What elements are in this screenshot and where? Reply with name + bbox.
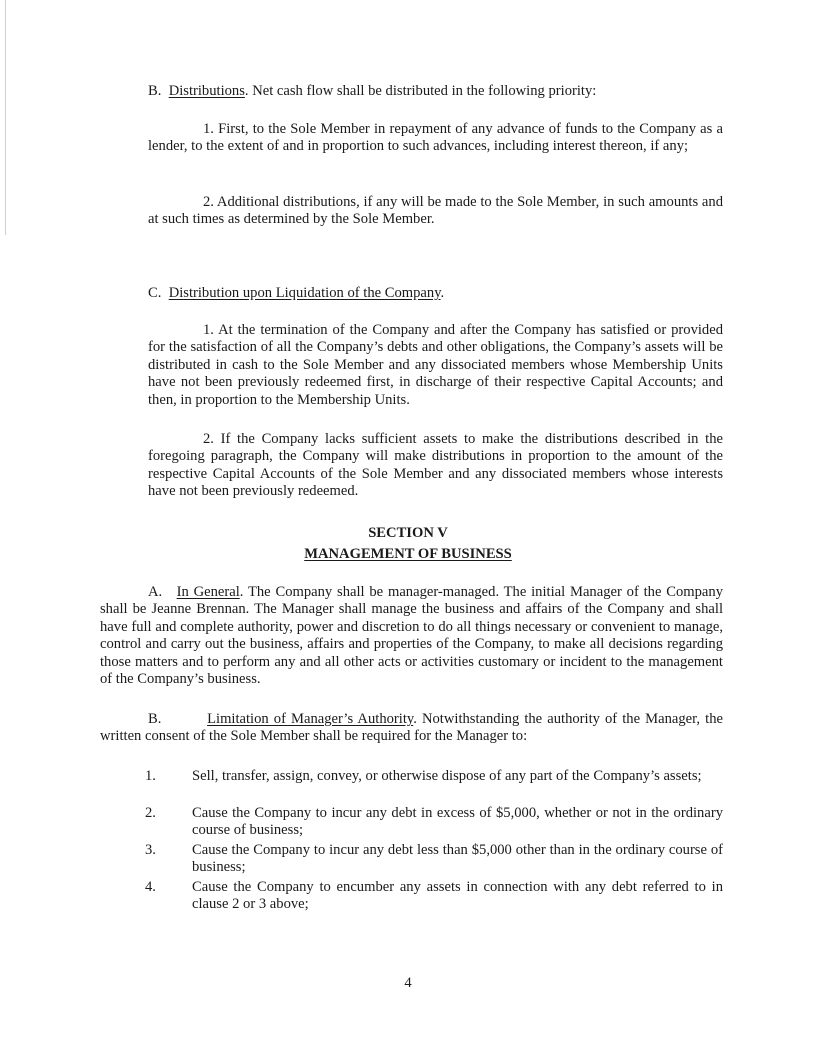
list-item (145, 768, 723, 804)
list-item-number: 4. (145, 879, 156, 895)
distributions-letter: B. (148, 83, 162, 99)
limitation-body: . Notwithstanding the authority of the Manager, the written consent of the Sole Member shall be required for the Manager to: (100, 711, 723, 745)
general-paragraph (100, 584, 723, 688)
liquidation-title: Distribution upon Liquidation of the Company (168, 285, 441, 301)
distributions-title: Distributions (168, 83, 245, 99)
general-title: In General (176, 584, 240, 600)
list-item-text: Cause the Company to incur any debt less than $5,000 other than in the ordinary course of business; (192, 842, 723, 876)
section-title-wrap (0, 546, 816, 563)
list-item-text: Cause the Company to incur any debt in excess of $5,000, whether or not in the ordinary course of business; (192, 805, 723, 839)
list-item-number: 3. (145, 842, 156, 858)
page-number: 4 (404, 975, 412, 991)
distributions-paragraph-1: 1. First, to the Sole Member in repayment of any advance of funds to the Company as a lender, to the extent of and in proportion to such advances, including interest thereon, if any; (148, 121, 723, 155)
scan-edge-line (5, 0, 6, 235)
limitation-paragraph (100, 711, 723, 746)
list-item (145, 842, 723, 878)
list-item (145, 879, 723, 915)
limitation-letter: B. (148, 711, 162, 727)
list-item-text: Sell, transfer, assign, convey, or otherwise dispose of any part of the Company’s assets; (192, 768, 702, 784)
section-number: SECTION V (368, 525, 448, 541)
distributions-heading (148, 83, 728, 100)
liquidation-letter: C. (148, 285, 162, 301)
list-item (145, 805, 723, 841)
list-item-text: Cause the Company to encumber any assets in connection with any debt referred to in clause 2 or 3 above; (192, 879, 723, 913)
list-item-number: 1. (145, 768, 156, 784)
section-title: MANAGEMENT OF BUSINESS (304, 546, 512, 562)
general-body: . The Company shall be manager-managed. The initial Manager of the Company shall be Jeanne Brennan. The Manager shall manage the business and affairs of the Company and shall have full and complete authority, power and discretion to do all things necessary or convenient to manage, control and carry out the business, affairs and properties of the Company, to make all decisions regarding those matters and to perform any and all other acts or activities customary or incident to the management of the Company’s business. (100, 584, 723, 688)
liquidation-heading-period: . (440, 285, 445, 301)
distributions-intro: . Net cash flow shall be distributed in the following priority: (244, 83, 597, 99)
limitation-title: Limitation of Manager’s Authority (207, 711, 414, 727)
list-item-number: 2. (145, 805, 156, 821)
distributions-paragraph-2: 2. Additional distributions, if any will be made to the Sole Member, in such amounts and at such times as determined by the Sole Member. (148, 194, 723, 228)
liquidation-paragraph-2: 2. If the Company lacks sufficient assets to make the distributions described in the foregoing paragraph, the Company will make distributions in proportion to the amount of the respective Capital Accounts of the Sole Member and any dissociated members whose interests have not been previously redeemed. (148, 431, 723, 500)
liquidation-paragraph-1: 1. At the termination of the Company and after the Company has satisfied or provided for the satisfaction of all the Company’s debts and other obligations, the Company’s assets will be distributed in cash to the Sole Member and any dissociated members whose Membership Units have not been previously redeemed first, in discharge of their respective Capital Accounts; and then, in proportion to the Membership Units. (148, 322, 723, 408)
general-letter: A. (148, 584, 163, 600)
liquidation-heading (148, 285, 728, 302)
